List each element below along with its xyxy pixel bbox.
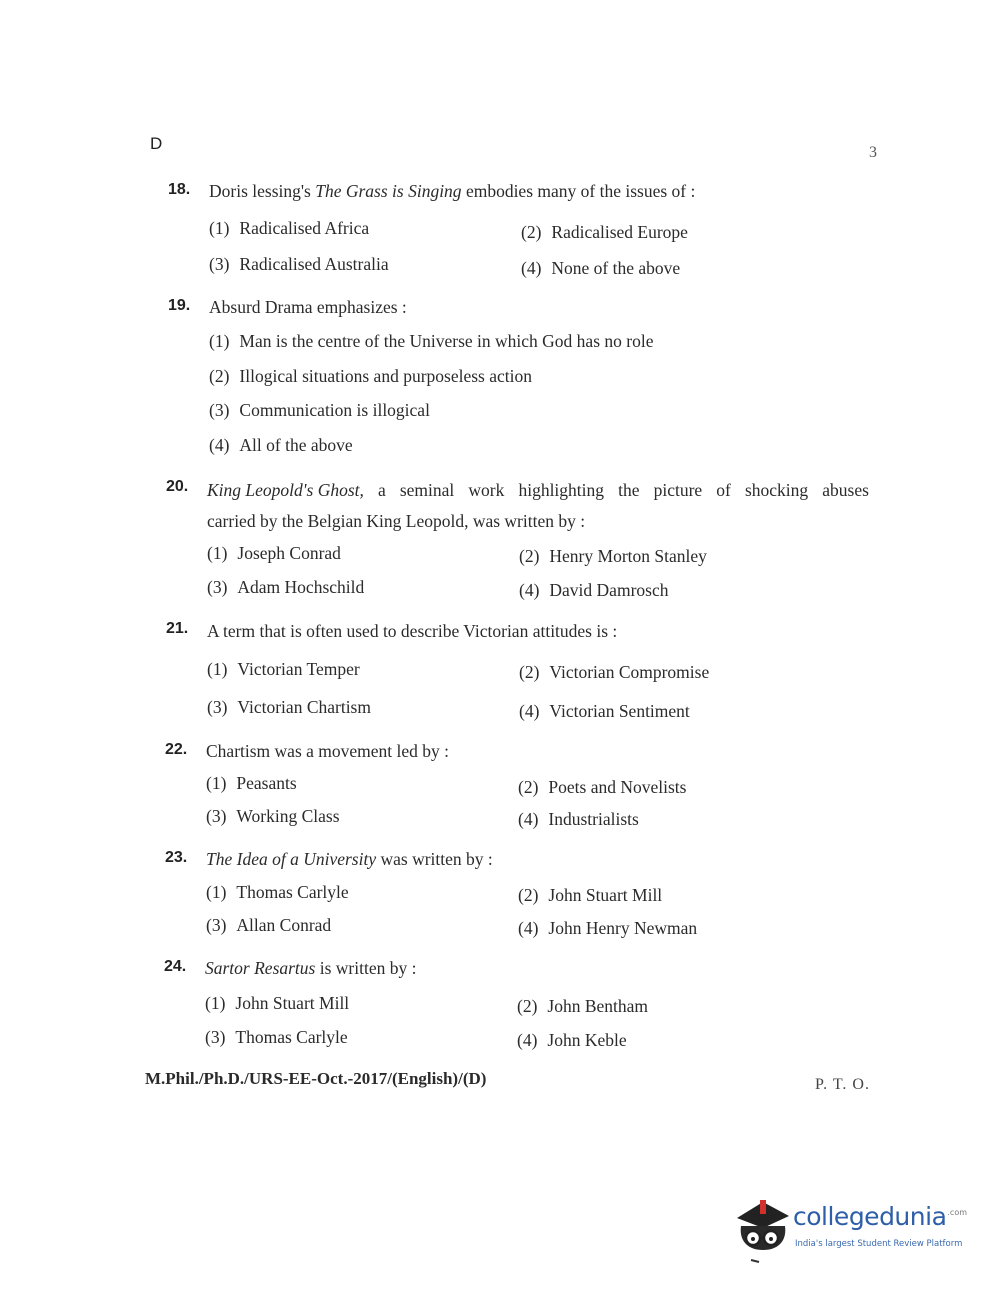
option-2: (2) Radicalised Europe: [521, 222, 688, 242]
option-4: (4) Victorian Sentiment: [519, 701, 690, 721]
question-text: The Idea of a University was written by :: [206, 849, 493, 869]
option-4: (4) John Henry Newman: [518, 918, 698, 938]
option-1: (1) Peasants: [206, 773, 297, 793]
option-2: (2) Illogical situations and purposeless action: [209, 366, 532, 386]
option-2: (2) John Bentham: [517, 996, 649, 1016]
option-3: (3) Radicalised Australia: [209, 254, 389, 274]
option-4: (4) All of the above: [209, 435, 353, 455]
option-2: (2) John Stuart Mill: [518, 885, 663, 905]
question-number: 19.: [168, 297, 191, 314]
question-number: 18.: [168, 181, 191, 198]
option-2: (2) Henry Morton Stanley: [519, 546, 707, 566]
question-text: A term that is often used to describe Victorian attitudes is :: [207, 621, 618, 641]
option-1: (1) Radicalised Africa: [209, 218, 370, 238]
mascot-logo-icon: [733, 1196, 793, 1266]
option-1: (1) John Stuart Mill: [205, 993, 350, 1013]
question-text: Chartism was a movement led by :: [206, 741, 450, 761]
set-code: D: [150, 134, 163, 153]
question-number: 21.: [166, 620, 189, 637]
question-number: 24.: [164, 958, 187, 975]
option-3: (3) Allan Conrad: [206, 915, 332, 935]
question-text: Absurd Drama emphasizes :: [209, 297, 407, 317]
question-text-line-2: carried by the Belgian King Leopold, was written by :: [207, 511, 586, 531]
question-number: 23.: [165, 849, 188, 866]
question-text-line-1: King Leopold's Ghost, a seminal work highlighting the picture of shocking abuses: [207, 480, 869, 500]
option-3: (3) Working Class: [206, 806, 340, 826]
page-number: 3: [869, 144, 877, 161]
question-text: Sartor Resartus is written by :: [205, 958, 417, 978]
option-4: (4) David Damrosch: [519, 580, 669, 600]
paper-code: M.Phil./Ph.D./URS-EE-Oct.-2017/(English)/(D): [145, 1069, 487, 1088]
question-number: 22.: [165, 741, 188, 758]
option-1: (1) Joseph Conrad: [207, 543, 341, 563]
option-3: (3) Communication is illogical: [209, 400, 430, 420]
option-3: (3) Thomas Carlyle: [205, 1027, 348, 1047]
option-1: (1) Victorian Temper: [207, 659, 360, 679]
option-4: (4) Industrialists: [518, 809, 639, 829]
option-4: (4) None of the above: [521, 258, 681, 278]
brand-tagline: India's largest Student Review Platform: [795, 1239, 963, 1249]
option-1: (1) Thomas Carlyle: [206, 882, 349, 902]
brand-name: collegedunia$^{.com}$: [793, 1202, 968, 1231]
option-4: (4) John Keble: [517, 1030, 627, 1050]
option-2: (2) Poets and Novelists: [518, 777, 687, 797]
option-3: (3) Victorian Chartism: [207, 697, 371, 717]
option-3: (3) Adam Hochschild: [207, 577, 365, 597]
question-text: Doris lessing's The Grass is Singing embodies many of the issues of :: [209, 181, 696, 201]
pto-label: P. T. O.: [815, 1076, 870, 1093]
option-2: (2) Victorian Compromise: [519, 662, 710, 682]
option-1: (1) Man is the centre of the Universe in which God has no role: [209, 331, 654, 351]
collegedunia-watermark: [733, 1196, 968, 1266]
question-number: 20.: [166, 478, 189, 495]
